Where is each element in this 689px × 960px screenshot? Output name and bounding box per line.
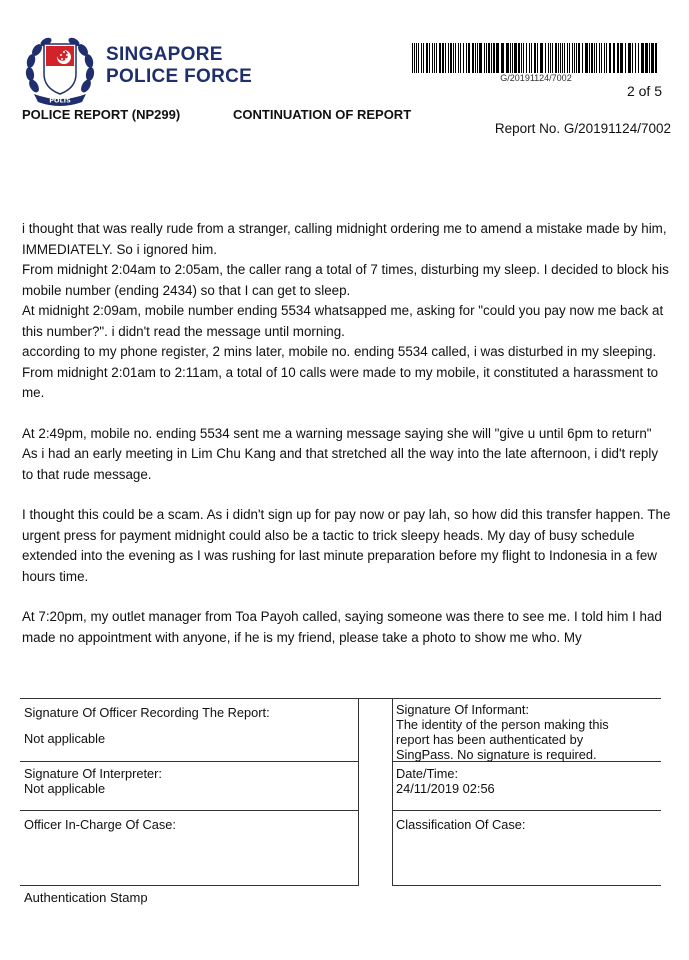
barcode-bar	[632, 43, 633, 73]
barcode-bar	[604, 43, 605, 73]
barcode-bar	[582, 43, 583, 73]
barcode-bar	[472, 43, 474, 73]
informant-signature-label: Signature Of Informant:	[396, 702, 530, 717]
barcode-bar	[655, 43, 657, 73]
barcode-bar	[548, 43, 549, 73]
barcode-bar	[448, 43, 449, 73]
officer-in-charge-label: Officer In-Charge Of Case:	[24, 817, 176, 832]
barcode-bar	[594, 43, 595, 73]
barcode-bar	[635, 43, 636, 73]
organisation-name	[106, 44, 252, 88]
barcode-bar	[450, 43, 452, 73]
barcode-bar	[439, 43, 441, 73]
barcode-bar	[606, 43, 607, 73]
barcode-bar	[486, 43, 487, 73]
barcode-bar	[458, 43, 459, 73]
barcode-bar	[510, 43, 511, 73]
datetime-label: Date/Time:	[396, 766, 459, 781]
body-paragraph: As i had an early meeting in Lim Chu Kang and that stretched all the way into the late afternoon, i did't reply to that rude message.	[22, 446, 659, 482]
barcode-bar	[521, 43, 522, 73]
barcode-bar	[552, 43, 553, 73]
barcode-bar	[564, 43, 565, 73]
barcode-bar	[613, 43, 615, 73]
officer-signature-label: Signature Of Officer Recording The Report:	[24, 705, 270, 720]
barcode-bar	[412, 43, 413, 73]
barcode-bar	[567, 43, 568, 73]
barcode-bar	[501, 43, 504, 73]
barcode-bar	[620, 43, 623, 73]
barcode-bar	[512, 43, 513, 73]
barcode-bar	[531, 43, 532, 73]
barcode-bar	[455, 43, 456, 73]
barcode-bar	[436, 43, 437, 73]
barcode-bar	[638, 43, 639, 73]
barcode-bar	[529, 43, 530, 73]
table-vertical-left	[358, 698, 359, 886]
signature-table	[20, 698, 661, 886]
authentication-stamp-label: Authentication Stamp	[24, 890, 148, 905]
org-name-line1: SINGAPORE	[106, 44, 223, 65]
police-crest-logo	[20, 30, 100, 110]
report-type-heading: POLICE REPORT (NP299)	[22, 107, 181, 122]
barcode-bar	[491, 43, 492, 73]
classification-label: Classification Of Case:	[396, 817, 526, 832]
continuation-heading: CONTINUATION OF REPORT	[233, 107, 412, 122]
barcode-bar	[460, 43, 461, 73]
barcode	[412, 43, 660, 73]
barcode-bar	[468, 43, 470, 73]
barcode-bar	[534, 43, 536, 73]
barcode-bar	[477, 43, 478, 73]
table-border-bottom-left	[20, 885, 358, 886]
barcode-bar	[572, 43, 573, 73]
barcode-bar	[453, 43, 454, 73]
barcode-bar	[463, 43, 464, 73]
barcode-number: G/20191124/7002	[500, 73, 572, 83]
barcode-bar	[601, 43, 602, 73]
table-vertical-right	[392, 698, 393, 886]
barcode-bar	[645, 43, 648, 73]
barcode-bar	[560, 43, 561, 73]
barcode-bar	[445, 43, 446, 73]
barcode-bar	[609, 43, 611, 73]
page-number: 2 of 5	[626, 83, 662, 99]
barcode-bar	[432, 43, 433, 73]
barcode-bar	[537, 43, 538, 73]
body-paragraph: according to my phone register, 2 mins later, mobile no. ending 5534 called, i was disturbed in my sleeping.	[22, 344, 657, 359]
barcode-bar	[591, 43, 593, 73]
barcode-bar	[641, 43, 644, 73]
barcode-bar	[426, 43, 428, 73]
barcode-bar	[578, 43, 580, 73]
barcode-bar	[418, 43, 419, 73]
body-paragraph: i thought that was really rude from a stranger, calling midnight ordering me to amend a mistake made by him, IMMEDIATELY. So i ignored him.	[22, 221, 667, 257]
barcode-bar	[617, 43, 619, 73]
table-border-bottom-right	[392, 885, 661, 886]
barcode-bar	[514, 43, 517, 73]
body-paragraph: From midnight 2:01am to 2:11am, a total of 10 calls were made to my mobile, it constituted a harassment to me.	[22, 364, 659, 400]
barcode-bar	[506, 43, 509, 73]
body-paragraph: At 7:20pm, my outlet manager from Toa Payoh called, saying someone was there to see me. I told him I had made no appointment with anyone, if he is my friend, please take a photo to show me who. My	[22, 609, 662, 645]
officer-signature-value: Not applicable	[24, 731, 106, 746]
barcode-bar	[599, 43, 600, 73]
barcode-bar	[434, 43, 435, 73]
barcode-bar	[429, 43, 430, 73]
crest-banner-text: POLIS	[49, 96, 71, 105]
barcode-bar	[423, 43, 424, 73]
body-paragraph: I thought this could be a scam. As i didn't sign up for pay now or pay lah, so how did this transfer happen. The urgent press for payment midnight could also be a tactic to trick sleepy heads. My day of busy schedule extended into the evening as I was rushing for last minute preparation before my flight to Indonesia in a few hours time.	[22, 507, 671, 584]
report-body	[22, 219, 672, 648]
barcode-bar	[421, 43, 422, 73]
barcode-bar	[526, 43, 527, 73]
barcode-bar	[484, 43, 485, 73]
barcode-bar	[585, 43, 588, 73]
report-number: Report No. G/20191124/7002	[494, 121, 671, 136]
table-divider-left-2	[20, 810, 358, 811]
barcode-bar	[625, 43, 626, 73]
body-paragraph: From midnight 2:04am to 2:05am, the caller rang a total of 7 times, disturbing my sleep. I decided to block his mobile number (ending 2434) so that I can get to sleep.	[22, 262, 669, 298]
org-name-line2: POLICE FORCE	[106, 66, 253, 87]
datetime-value: 24/11/2019 02:56	[396, 781, 495, 796]
barcode-bar	[416, 43, 417, 73]
barcode-bar	[628, 43, 631, 73]
barcode-bar	[562, 43, 563, 73]
barcode-bar	[574, 43, 575, 73]
barcode-bar	[493, 43, 495, 73]
barcode-bar	[651, 43, 654, 73]
informant-signature-value: The identity of the person making this report has been authenticated by SingPass. No signature is required.	[396, 717, 609, 762]
barcode-bar	[414, 43, 415, 73]
body-paragraph: At 2:49pm, mobile no. ending 5534 sent me a warning message saying she will "give u until 6pm to return"	[22, 425, 652, 441]
barcode-bar	[555, 43, 557, 73]
table-divider-left-1	[20, 761, 358, 762]
interpreter-signature-value: Not applicable	[24, 781, 106, 796]
barcode-bar	[649, 43, 650, 73]
barcode-bar	[576, 43, 577, 73]
table-divider-right-2	[392, 810, 661, 811]
barcode-bar	[466, 43, 467, 73]
barcode-bar	[442, 43, 444, 73]
barcode-bar	[596, 43, 597, 73]
barcode-bar	[518, 43, 520, 73]
table-border-top	[20, 698, 661, 699]
barcode-bar	[589, 43, 590, 73]
interpreter-signature-label: Signature Of Interpreter:	[24, 766, 162, 781]
barcode-bar	[550, 43, 551, 73]
barcode-bar	[545, 43, 546, 73]
barcode-bar	[540, 43, 543, 73]
barcode-bar	[479, 43, 482, 73]
barcode-bar	[569, 43, 570, 73]
barcode-bar	[475, 43, 476, 73]
barcode-bar	[488, 43, 490, 73]
body-paragraph: At midnight 2:09am, mobile number ending 5534 whatsapped me, asking for "could you pay now me back at this number?". i didn't read the message until morning.	[22, 303, 664, 339]
barcode-bar	[558, 43, 559, 73]
barcode-bar	[523, 43, 524, 73]
barcode-bar	[496, 43, 499, 73]
